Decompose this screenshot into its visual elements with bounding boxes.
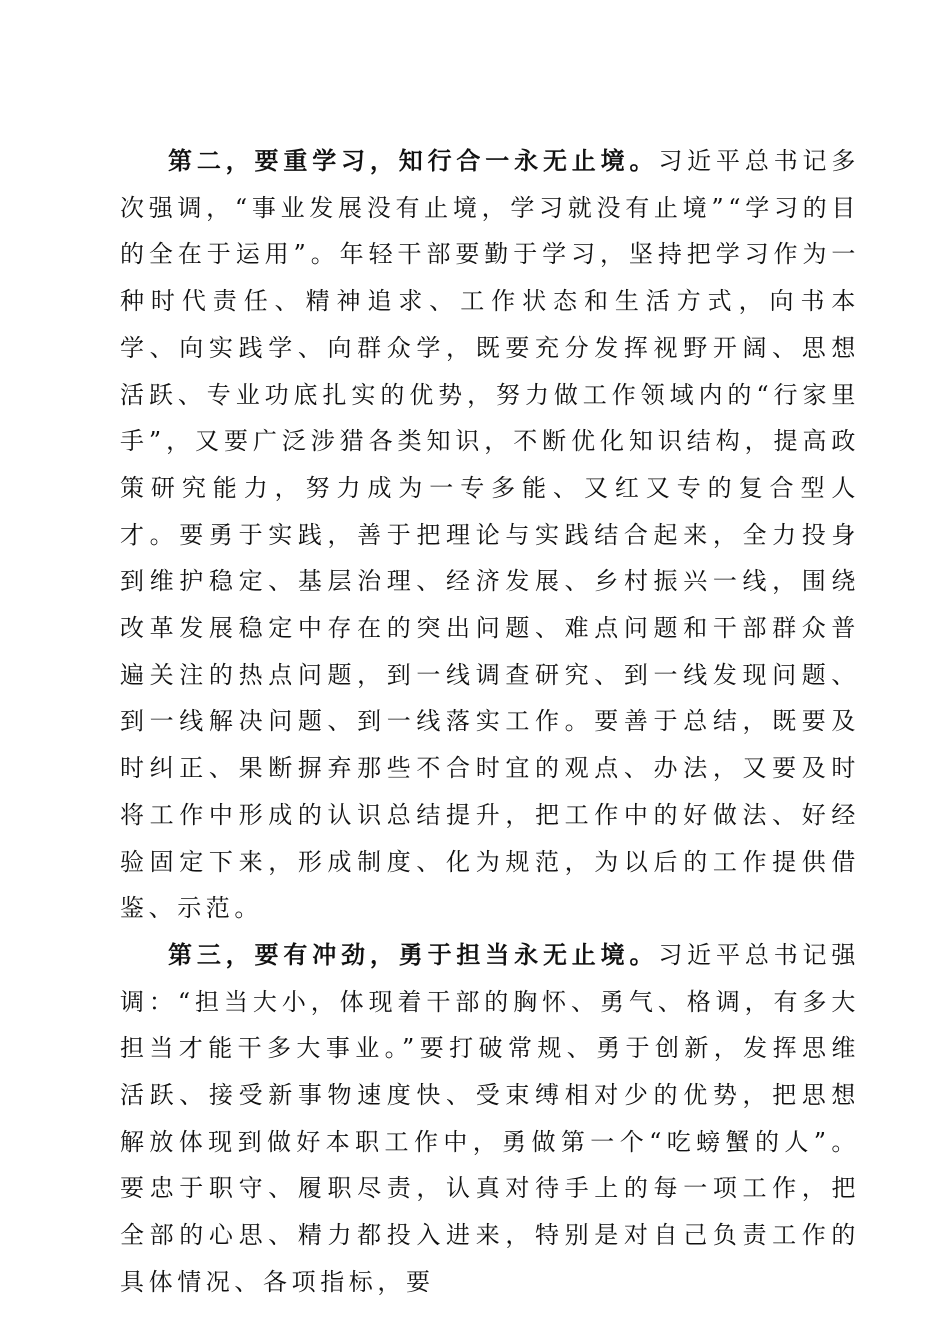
paragraph-lead: 第二，要重学习，知行合一永无止境。 [168, 146, 659, 175]
paragraph-body: 习近平总书记多次强调，“事业发展没有止境，学习就没有止境”“学习的目的全在于运用”。年轻干部要勤于学习，坚持把学习作为一种时代责任、精神追求、工作状态和生活方式，向书本学、向实践学、向群众学，既要充分发挥视野开阔、思想活跃、专业功底扎实的优势，努力做工作领域内的“行家里手”，又要广泛涉猎各类知识，不断优化知识结构，提高政策研究能力，努力成为一专多能、又红又专的复合型人才。要勇于实践，善于把理论与实践结合起来，全力投身到维护稳定、基层治理、经济发展、乡村振兴一线，围绕改革发展稳定中存在的突出问题、难点问题和干部群众普遍关注的热点问题，到一线调查研究、到一线发现问题、到一线解决问题、到一线落实工作。要善于总结，既要及时纠正、果断摒弃那些不合时宜的观点、办法，又要及时将工作中形成的认识总结提升，把工作中的好做法、好经验固定下来，形成制度、化为规范，为以后的工作提供借鉴、示范。 [120, 147, 861, 923]
paragraph-body: 习近平总书记强调：“担当大小，体现着干部的胸怀、勇气、格调，有多大担当才能干多大事业。”要打破常规、勇于创新，发挥思维活跃、接受新事物速度快、受束缚相对少的优势，把思想解放体现到做好本职工作中，勇做第一个“吃螃蟹的人”。要忠于职守、履职尽责，认真对待手上的每一项工作，把全部的心思、精力都投入进来，特别是对自己负责工作的具体情况、各项指标，要 [120, 940, 861, 1296]
paragraph-lead: 第三，要有冲劲，勇于担当永无止境。 [168, 939, 659, 969]
document-body [120, 138, 860, 1306]
paragraph-third-point [120, 932, 860, 1306]
paragraph-second-point [120, 138, 860, 932]
